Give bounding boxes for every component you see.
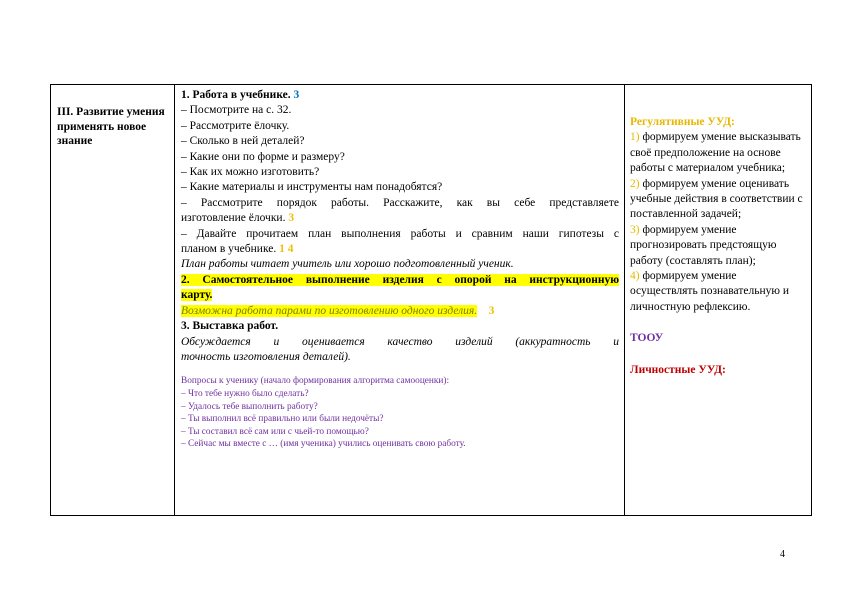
uud-item-text: формируем умение осуществлять познавательную и личностную рефлексию.	[630, 270, 789, 313]
work-line	[181, 242, 619, 257]
uud-item	[630, 223, 806, 269]
uud-item	[630, 269, 806, 315]
question-line: – Что тебе нужно было сделать?	[181, 388, 309, 399]
work-line-text: планом в учебнике.	[181, 243, 277, 256]
self-assessment-questions	[181, 375, 619, 451]
question-line: – Удалось тебе выполнить работу?	[181, 401, 318, 412]
work-line: – Посмотрите на с. 32.	[181, 104, 292, 117]
stage-title: III. Развитие умения применять новое знание	[57, 106, 165, 147]
work-line	[181, 211, 619, 226]
work-line-highlighted	[181, 288, 619, 303]
work-line	[181, 88, 619, 103]
uud-item-text: формируем умение высказывать своё предположение на основе работы с материалом учебника;	[630, 131, 801, 175]
question-line: – Ты выполнил всё правильно или были недочёты?	[181, 414, 384, 425]
work-line: – Какие они по форме и размеру?	[181, 150, 345, 163]
personal-uud-heading: Личностные УУД:	[630, 363, 726, 376]
uud-item-text: формируем умение оценивать учебные действия в соответствии с поставленной задачей;	[630, 177, 803, 221]
work-line: – Рассмотрите порядок работы. Расскажите, как вы себе представляете	[181, 196, 619, 209]
uud-item-number: 1)	[630, 131, 640, 144]
regulatory-uud-heading: Регулятивные УУД:	[630, 116, 735, 128]
work-line: – Давайте прочитаем план выполнения работы и сравним наши гипотезы с	[181, 227, 619, 240]
uud-cell	[625, 85, 812, 516]
work-note	[181, 335, 619, 350]
work-line-highlighted	[181, 273, 619, 288]
table-row	[51, 85, 812, 516]
work-line: – Как их можно изготовить?	[181, 166, 320, 179]
uud-item	[630, 177, 806, 223]
uud-item	[630, 130, 806, 176]
work-note	[181, 257, 619, 272]
uud-item-number: 4)	[630, 270, 640, 283]
slide-number: 3	[288, 212, 295, 225]
work-line: – Какие материалы и инструменты нам понадобятся?	[181, 181, 443, 194]
work-line	[181, 319, 619, 334]
step-1-heading: 1. Работа в учебнике.	[181, 89, 291, 101]
step-2-heading: 2. Самостоятельное выполнение изделия с опорой на инструкционную	[181, 273, 619, 286]
uud-item-number: 2)	[630, 177, 640, 190]
question-line: – Сейчас мы вместе с … (имя ученика) учились оценивать свою работу.	[181, 439, 466, 450]
uud-item-number: 3)	[630, 223, 640, 236]
work-line-text: изготовление ёлочки.	[181, 212, 286, 225]
work-line-highlighted	[181, 304, 619, 319]
page-number: 4	[780, 549, 785, 560]
step-3-heading: 3. Выставка работ.	[181, 320, 279, 333]
lesson-table	[50, 84, 812, 516]
work-note-text: План работы читает учитель или хорошо подготовленный ученик.	[181, 258, 514, 271]
stage-cell	[51, 85, 175, 516]
work-note-text: Возможна работа парами по изготовлению одного изделия.	[181, 304, 478, 317]
tooy-heading: ТООУ	[630, 332, 664, 345]
work-line: – Сколько в ней деталей?	[181, 135, 305, 148]
work-note-text: точность изготовления деталей).	[181, 350, 351, 363]
slide-number: 3	[293, 89, 300, 101]
question-line: – Ты составил всё сам или с чьей-то помощью?	[181, 426, 369, 437]
slide-number: 3	[488, 304, 495, 317]
work-note	[181, 350, 619, 365]
work-note-text: Обсуждается и оценивается качество изделий (аккуратность и	[181, 335, 619, 348]
uud-item-text: формируем умение прогнозировать предстоящую работу (составлять план);	[630, 223, 777, 267]
step-2-heading-cont: карту.	[181, 289, 213, 302]
work-cell	[175, 85, 625, 516]
work-line: – Рассмотрите ёлочку.	[181, 119, 290, 132]
question-line: Вопросы к ученику (начало формирования алгоритма самооценки):	[181, 376, 450, 387]
slide-number: 1 4	[279, 243, 294, 256]
